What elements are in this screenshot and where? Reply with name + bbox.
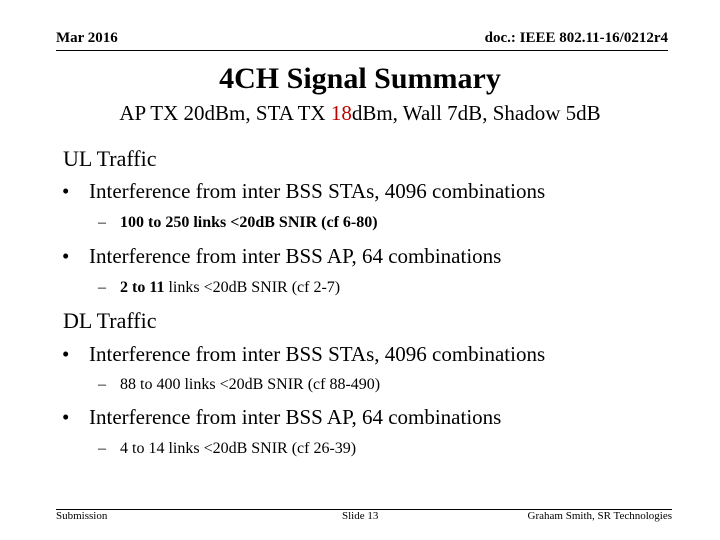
header-doc-id: doc.: IEEE 802.11-16/0212r4 [484,30,668,46]
bullet-glyph: • [62,405,70,429]
ul-bullet-1 [62,179,545,204]
subtitle-accent: 18 [330,101,352,125]
ul-bullet-2 [62,244,501,269]
footer-author: Graham Smith, SR Technologies [527,510,672,522]
dash-glyph: – [98,440,106,457]
ul-sub-2-bold: 2 to 11 [120,279,165,296]
dl-sub-2 [98,440,356,458]
dl-bullet-2-text: Interference from inter BSS AP, 64 combinations [89,405,502,429]
ul-bullet-2-text: Interference from inter BSS AP, 64 combinations [89,244,502,268]
bullet-glyph: • [62,342,70,366]
slide-title: 4CH Signal Summary [219,62,501,95]
dl-sub-1 [98,376,380,394]
header-date: Mar 2016 [56,30,118,46]
dash-glyph: – [98,279,106,296]
dash-glyph: – [98,376,106,393]
header-divider [56,50,668,51]
dl-bullet-2 [62,405,501,430]
dash-glyph: – [98,214,106,231]
dl-bullet-1-text: Interference from inter BSS STAs, 4096 combinations [89,342,546,366]
subtitle-post: dBm, Wall 7dB, Shadow 5dB [351,101,601,125]
ul-heading: UL Traffic [63,146,157,171]
dl-sub-1-text: 88 to 400 links <20dB SNIR (cf 88-490) [120,376,381,393]
bullet-glyph: • [62,244,70,268]
footer-slide-number: Slide 13 [342,510,379,522]
dl-sub-2-text: 4 to 14 links <20dB SNIR (cf 26-39) [120,440,357,457]
ul-bullet-1-text: Interference from inter BSS STAs, 4096 combinations [89,179,546,203]
dl-bullet-1 [62,342,545,367]
ul-sub-2-rest: links <20dB SNIR (cf 2-7) [164,279,341,296]
ul-sub-1 [98,214,378,232]
footer-submission: Submission [56,510,108,522]
ul-sub-2 [98,279,340,297]
dl-heading: DL Traffic [63,308,157,333]
bullet-glyph: • [62,179,70,203]
subtitle-pre: AP TX 20dBm, STA TX [119,101,331,125]
ul-sub-1-text: 100 to 250 links <20dB SNIR (cf 6-80) [120,214,378,231]
slide-subtitle [0,101,720,126]
